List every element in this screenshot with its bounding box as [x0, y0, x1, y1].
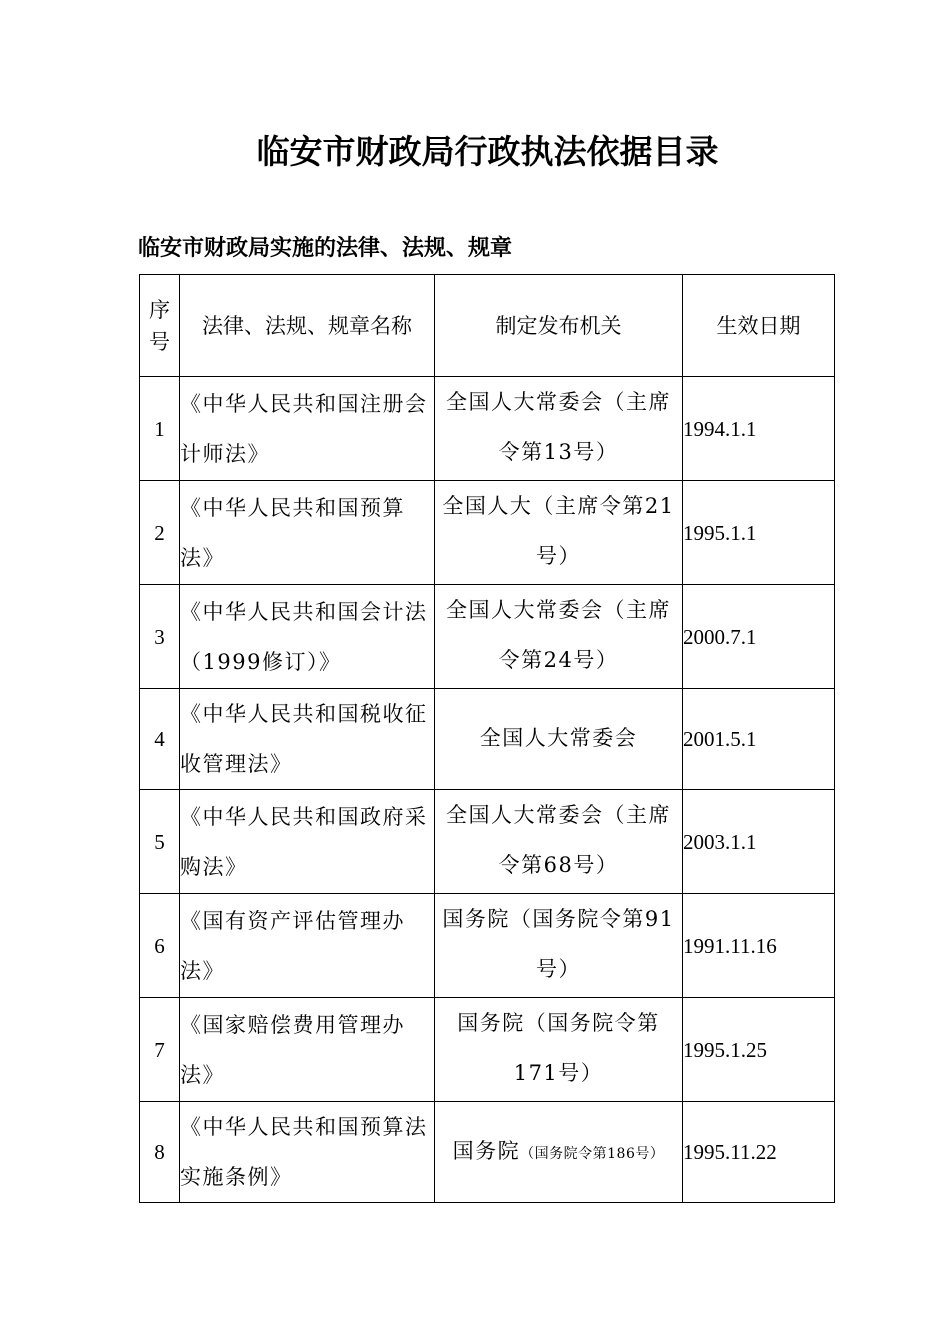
- section-heading: 临安市财政局实施的法律、法规、规章: [138, 236, 513, 261]
- row-name: 《中华人民共和国税收征收管理法》: [180, 689, 435, 790]
- table-row: [140, 689, 835, 790]
- row-name: 《国家赔偿费用管理办法》: [180, 998, 435, 1102]
- issuer-text: 国务院（国务院令第171号）: [457, 1011, 660, 1085]
- header-issuer: 制定发布机关: [435, 275, 683, 377]
- issuer-text: 全国人大常委会（主席令第68号）: [446, 803, 671, 877]
- issuer-text: 国务院（国务院令第91号）: [442, 907, 675, 981]
- row-date: 1991.11.16: [683, 894, 835, 998]
- row-date: 1995.1.25: [683, 998, 835, 1102]
- issuer-text: 全国人大（主席令第21号）: [442, 494, 675, 568]
- table-header-row: [140, 275, 835, 377]
- issuer-text: 全国人大常委会（主席令第13号）: [446, 390, 671, 464]
- row-no: 7: [140, 998, 180, 1102]
- issuer-text: 全国人大常委会（主席令第24号）: [446, 598, 671, 672]
- row-issuer: [435, 894, 683, 998]
- row-date: 2001.5.1: [683, 689, 835, 790]
- row-no: 1: [140, 377, 180, 481]
- row-name: 《中华人民共和国预算法实施条例》: [180, 1102, 435, 1203]
- row-no: 3: [140, 585, 180, 689]
- row-name: 《中华人民共和国会计法（1999修订）》: [180, 585, 435, 689]
- laws-table: [139, 274, 835, 1203]
- header-no: 序号: [140, 275, 180, 377]
- row-issuer: [435, 377, 683, 481]
- row-no: 4: [140, 689, 180, 790]
- table-row: [140, 998, 835, 1102]
- header-date: 生效日期: [683, 275, 835, 377]
- row-name: 《国有资产评估管理办法》: [180, 894, 435, 998]
- document-title: 临安市财政局行政执法依据目录: [256, 132, 719, 171]
- row-issuer: [435, 689, 683, 790]
- row-no: 5: [140, 790, 180, 894]
- row-issuer: [435, 790, 683, 894]
- header-name: 法律、法规、规章名称: [180, 275, 435, 377]
- table-row: [140, 894, 835, 998]
- row-date: 2003.1.1: [683, 790, 835, 894]
- issuer-text: 全国人大常委会: [479, 725, 638, 750]
- table-row: [140, 481, 835, 585]
- row-name: 《中华人民共和国政府采购法》: [180, 790, 435, 894]
- row-name: 《中华人民共和国注册会计师法》: [180, 377, 435, 481]
- row-date: 1995.11.22: [683, 1102, 835, 1203]
- row-issuer: [435, 998, 683, 1102]
- row-date: 1995.1.1: [683, 481, 835, 585]
- issuer-note: （国务院令第186号）: [520, 1145, 665, 1162]
- issuer-text: 国务院: [452, 1138, 521, 1163]
- row-issuer: [435, 585, 683, 689]
- row-date: 1994.1.1: [683, 377, 835, 481]
- row-no: 8: [140, 1102, 180, 1203]
- table-row: [140, 790, 835, 894]
- row-name: 《中华人民共和国预算法》: [180, 481, 435, 585]
- row-issuer: [435, 1102, 683, 1203]
- table-row: [140, 1102, 835, 1203]
- row-no: 6: [140, 894, 180, 998]
- row-no: 2: [140, 481, 180, 585]
- row-issuer: [435, 481, 683, 585]
- table-row: [140, 377, 835, 481]
- table-row: [140, 585, 835, 689]
- row-date: 2000.7.1: [683, 585, 835, 689]
